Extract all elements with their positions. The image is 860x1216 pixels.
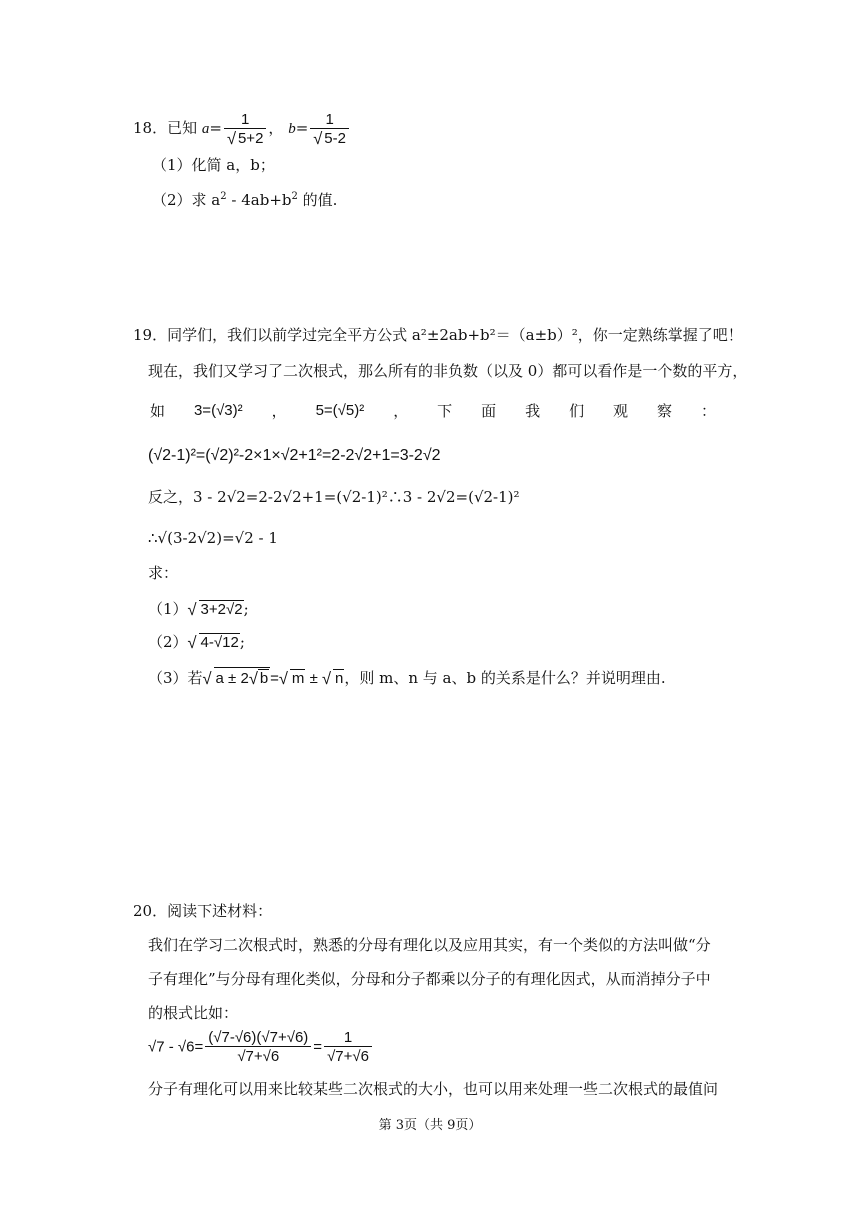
- sqrt-icon: √: [226, 129, 237, 148]
- q19-line3-w8: 们: [569, 402, 585, 420]
- q19-line3-w6: 面: [481, 402, 497, 420]
- sqrt-icon: √: [187, 600, 197, 619]
- q20-formula-lhs: √7 - √6: [148, 1038, 195, 1056]
- q18-header: [133, 112, 351, 146]
- q19-line3-w10: 察: [657, 402, 673, 420]
- q18-part2-mid: - 4ab+b: [226, 191, 292, 209]
- q18-a-numerator: 1: [241, 111, 250, 128]
- q18-a-radical: [227, 131, 263, 146]
- q18-b-fraction: [310, 112, 349, 146]
- q18-a-denominator: 5+2: [237, 130, 264, 147]
- q18-part2: [152, 192, 337, 208]
- q18-b-var: b: [288, 121, 296, 137]
- q19-part1-end: ;: [243, 600, 249, 618]
- q18-a-fraction: [224, 112, 266, 146]
- q19-line1-text: 同学们，我们以前学过完全平方公式 a²±2ab+b²＝（a±b）²，你一定熟练掌握了吧！: [167, 326, 743, 344]
- q18-intro: 已知: [167, 119, 198, 137]
- q20-formula-denominator2: √7+√6: [324, 1046, 372, 1064]
- q20-para3: 的根式比如：: [148, 1004, 239, 1022]
- q19-line3-w7: 我: [525, 402, 541, 420]
- q19-line5: 反之，3 - 2√2=2-2√2+1=(√2-1)²∴3 - 2√2=(√2-1)²: [148, 488, 520, 506]
- q18-comma: ，: [268, 119, 284, 137]
- q19-line4-formula: (√2-1)²=(√2)²-2×1×√2+1²=2-2√2+1=3-2√2: [148, 447, 441, 464]
- q20-formula-fraction2: [324, 1030, 372, 1064]
- q18-part2-end: 的值.: [297, 191, 338, 209]
- sqrt-icon: √: [313, 129, 323, 148]
- q18-b-radical: [313, 131, 346, 146]
- q19-part3-rest: ，则 m、n 与 a、b 的关系是什么？并说明理由.: [344, 669, 666, 687]
- q19-part3: [148, 667, 666, 686]
- q20-title: [133, 904, 272, 919]
- page-footer: 第 3页（共 9页）: [378, 1118, 482, 1133]
- q18-eq-b: =: [295, 119, 309, 137]
- q18-b-denominator: 5-2: [324, 130, 346, 147]
- q20-para2: 子有理化”与分母有理化类似，分母和分子都乘以分子的有理化因式，从而消掉分子中: [148, 970, 711, 988]
- q19-line2: 现在，我们又学习了二次根式，那么所有的非负数（以及 0）都可以看作是一个数的平方，: [148, 362, 748, 380]
- q19-line3-w3: 5=(√5)²: [315, 402, 365, 419]
- q18-part1: （1）化简 a，b；: [152, 156, 275, 174]
- q20-number: 20．: [133, 902, 168, 920]
- q20-formula-fraction1: [205, 1030, 311, 1064]
- q19-part2: [148, 633, 245, 650]
- q19-line3-w0: 如: [150, 402, 166, 420]
- q20-formula-denominator: √7+√6: [205, 1046, 311, 1064]
- q19-part1-radical: [188, 600, 244, 617]
- q19-part2-radical: [188, 633, 240, 650]
- q19-part1-label: （1）: [148, 600, 188, 618]
- q19-line3-w9: 观: [613, 402, 629, 420]
- q18-a-var: a: [201, 121, 210, 137]
- q19-line1: [133, 328, 743, 343]
- q19-number: 19．: [133, 326, 168, 344]
- q20-formula: √7 - √6= $\frac{(√7-√6)(√7+√6)}{√7+√6}$ = $\frac{1}{√7+√6}$: [148, 1030, 374, 1064]
- q20-formula-numerator2: 1: [343, 1029, 353, 1046]
- q19-line3: [150, 400, 716, 421]
- q19-part2-end: ;: [239, 633, 245, 651]
- q19-part1: [148, 600, 249, 617]
- q19-part3-label: （3）若: [148, 669, 203, 687]
- q19-part3-rhs: = √ m ± √ n: [270, 669, 344, 688]
- q18-sup-2b: 2: [291, 191, 298, 202]
- q19-line3-w1: 3=(√3)²: [193, 402, 243, 419]
- q19-line3-w5: 下: [437, 402, 453, 420]
- q19-line3-w2: ，: [271, 402, 287, 420]
- q19-ask: 求：: [148, 564, 179, 582]
- q19-line3-w4: ，: [393, 402, 409, 420]
- q19-part2-label: （2）: [148, 633, 188, 651]
- q19-line6: ∴√(3-2√2)=√2 - 1: [148, 529, 278, 547]
- q18-part2-pre: （2）求 a: [152, 191, 221, 209]
- q20-para1: 我们在学习二次根式时，熟悉的分母有理化以及应用其实，有一个类似的方法叫做“分: [148, 936, 711, 954]
- q18-b-numerator: 1: [325, 111, 334, 128]
- sqrt-icon: √: [202, 669, 212, 688]
- q20-title-text: 阅读下述材料：: [167, 902, 273, 920]
- sqrt-icon: √: [187, 633, 197, 652]
- q19-line3-w11: ：: [700, 402, 716, 420]
- q19-part2-expr: 4-√12: [200, 634, 239, 651]
- q19-part3-radical: [203, 667, 271, 686]
- q20-para4: 分子有理化可以用来比较某些二次根式的大小，也可以用来处理一些二次根式的最值问: [148, 1080, 719, 1098]
- q18-number: 18．: [133, 119, 168, 137]
- q20-formula-numerator: (√7-√6)(√7+√6): [208, 1029, 309, 1046]
- q19-part3-expr: a ± 2 √ b: [214, 667, 271, 686]
- q18-sup-2a: 2: [220, 191, 227, 202]
- q19-part1-expr: 3+2√2: [200, 601, 243, 618]
- q18-eq-a: =: [209, 119, 222, 137]
